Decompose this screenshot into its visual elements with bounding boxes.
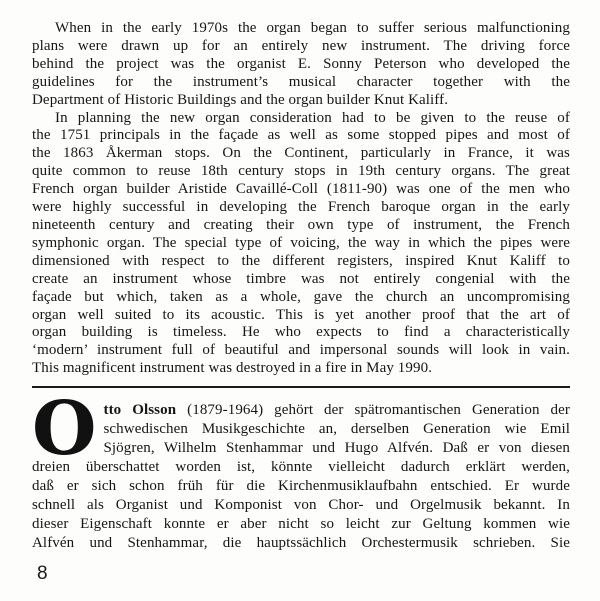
text-line: dimensioned with respect to the different registers, inspired Knut Kaliff to — [32, 252, 570, 269]
text-line: schwedischen Musikgeschichte an, derselben Generation wie Emil — [103, 421, 570, 438]
text-line: behind the project was the organist E. Sonny Peterson who developed the — [32, 55, 570, 72]
text-line: quite common to reuse 18th century stops in 19th century organs. The great — [32, 163, 570, 180]
text-line: Department of Historic Buildings and the organ builder Knut Kaliff. — [32, 91, 449, 108]
section-divider-rule — [32, 386, 570, 388]
text-line: Alfvén und Stenhammar, die hauptssächlich Orchestermusik schrieben. Sie — [32, 535, 570, 552]
text-line: When in the early 1970s the organ began to suffer serious malfunctioning — [55, 20, 570, 36]
text-line: schnell als Organist und Komponist von Chor- und Orgelmusik bekannt. In — [32, 497, 570, 514]
text-line: In planning the new organ consideration had to be given to the reuse of — [55, 109, 570, 126]
text-line: nineteenth century and creating their own type of instrument, the French — [32, 216, 570, 233]
text-line: organ building is timeless. He who expects to find a characteristically — [32, 324, 570, 341]
first-line-rest: (1879-1964) gehört der spätromantischen Generation der — [176, 402, 571, 419]
text-line: façade but which, taken as a whole, gave the church an uncompromising — [32, 288, 570, 305]
text-line: organ well suited to its acoustic. This is yet another proof that the art of — [32, 306, 570, 323]
german-text-section — [32, 386, 571, 553]
author-name-bold: tto Olsson — [103, 402, 177, 419]
paragraph-german — [32, 386, 571, 553]
drop-cap-letter: O — [32, 386, 97, 473]
text-line: dieser Eigenschaft konnte er aber nicht so leicht zur Geltung kommen wie — [32, 516, 570, 533]
text-line: Sjögren, Wilhelm Stenhammar und Hugo Alfvén. Daß er von diesen — [103, 440, 570, 457]
text-line: create an instrument whose timbre was not entirely congenial with the — [32, 270, 570, 287]
page-number: 8 — [37, 563, 48, 584]
text-line: symphonic organ. The special type of voicing, the way in which the pipes were — [32, 234, 570, 251]
paragraph-english-2 — [32, 110, 570, 379]
text-line: were highly successful in developing the French baroque organ in the early — [32, 199, 570, 216]
text-line: daß er sich schon früh für die Kirchenmusiklaufbahn entschied. Er wurde — [32, 478, 570, 495]
text-line: This magnificent instrument was destroyed in a fire in May 1990. — [32, 360, 433, 377]
text-line: dreien überschattet worden ist, könnte vielleicht dadurch erklärt werden, — [32, 459, 570, 476]
text-line — [32, 401, 570, 420]
german-lines — [32, 420, 570, 553]
text-line: ‘modern’ instrument full of beautiful and impersonal sounds will look in vain. — [32, 342, 570, 359]
text-line: guidelines for the instrument’s musical character together with the — [32, 73, 570, 90]
text-line: the 1751 principals in the façade as well as some stopped pipes and most of — [32, 127, 570, 144]
text-line: French organ builder Aristide Cavaillé-Coll (1811-90) was one of the men who — [32, 181, 570, 198]
english-text-section — [32, 20, 570, 378]
text-line: plans were drawn up for an entirely new instrument. The driving force — [32, 37, 570, 54]
paragraph-english-1 — [32, 20, 570, 110]
text-line: the 1863 Åkerman stops. On the Continent, particularly in France, it was — [32, 145, 570, 162]
